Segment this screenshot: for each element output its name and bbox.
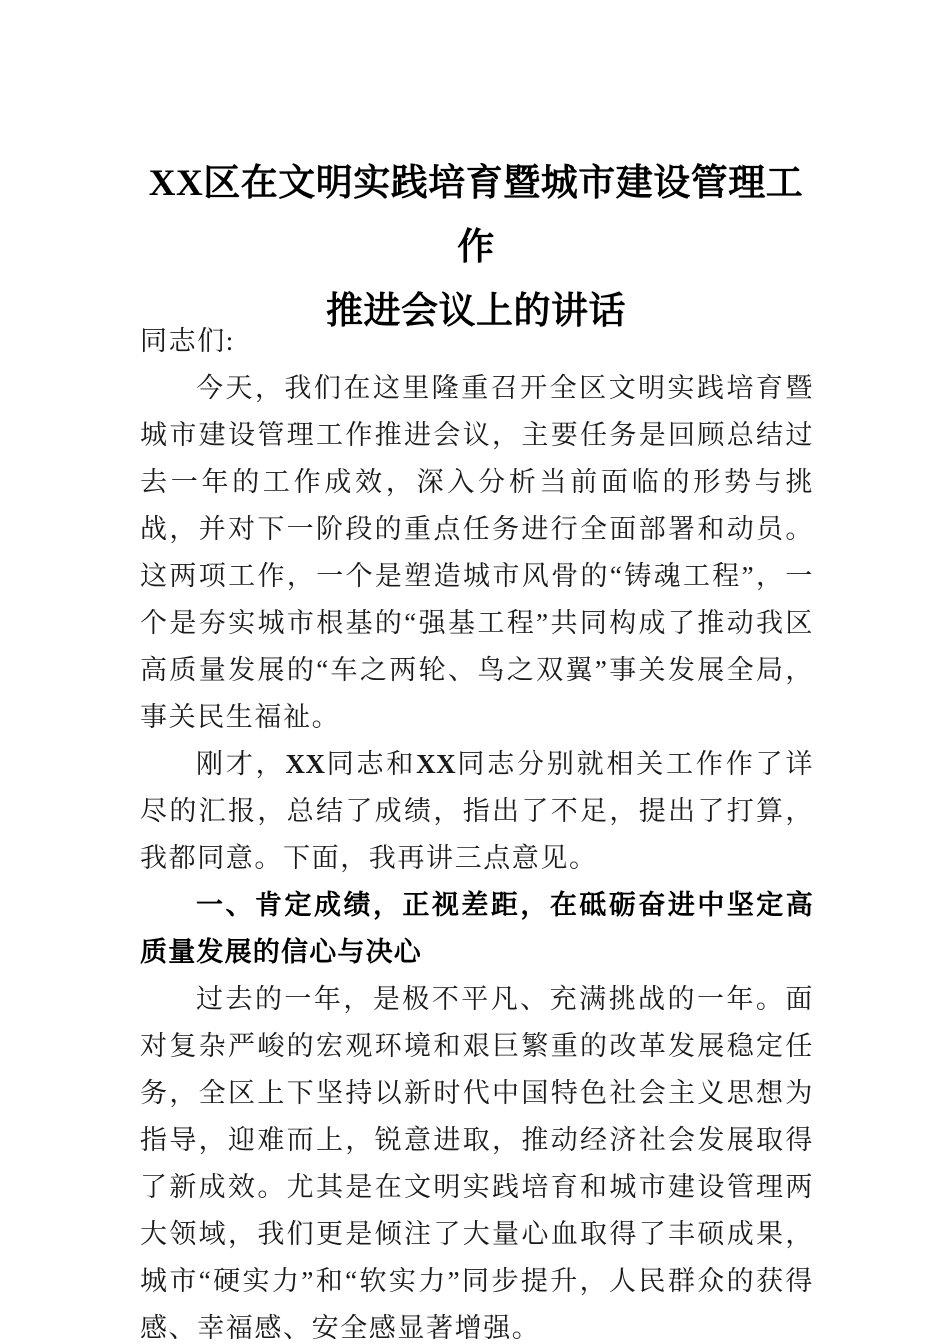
document-title: [140, 152, 812, 344]
paragraph-reports-acknowledgement: 刚才，XX同志和XX同志分别就相关工作作了详尽的汇报，总结了成绩，指出了不足，提出了打算，我都同意。下面，我再讲三点意见。: [140, 749, 814, 873]
redacted-name-placeholder: XX: [416, 749, 457, 779]
document-body: [140, 318, 814, 1344]
section-heading-one: 一、肯定成绩，正视差距，在砥砺奋进中坚定高质量发展的信心与决心: [140, 890, 814, 967]
document-title-line: 推进会议上的讲话: [326, 291, 626, 332]
salutation-line: 同志们:: [140, 326, 235, 356]
document-title-line: XX区在文明实践培育暨城市建设管理工作: [148, 163, 804, 268]
paragraph-opening-remarks: 今天，我们在这里隆重召开全区文明实践培育暨城市建设管理工作推进会议，主要任务是回顾总结过去一年的工作成效，深入分析当前面临的形势与挑战，并对下一阶段的重点任务进行全面部署和动员。这两项工作，一个是塑造城市风骨的“铸魂工程”，一个是夯实城市根基的“强基工程”共同构成了推动我区高质量发展的“车之两轮、鸟之双翼”事关发展全局，事关民生福祉。: [140, 373, 814, 732]
redacted-name-placeholder: XX: [285, 749, 326, 779]
paragraph-past-year-review: 过去的一年，是极不平凡、充满挑战的一年。面对复杂严峻的宏观环境和艰巨繁重的改革发展稳定任务，全区上下坚持以新时代中国特色社会主义思想为指导，迎难而上，锐意进取，推动经济社会发展取得了新成效。尤其是在文明实践培育和城市建设管理两大领域，我们更是倾注了大量心血取得了丰硕成果，城市“硬实力”和“软实力”同步提升，人民群众的获得感、幸福感、安全感显著增强。: [140, 984, 814, 1343]
